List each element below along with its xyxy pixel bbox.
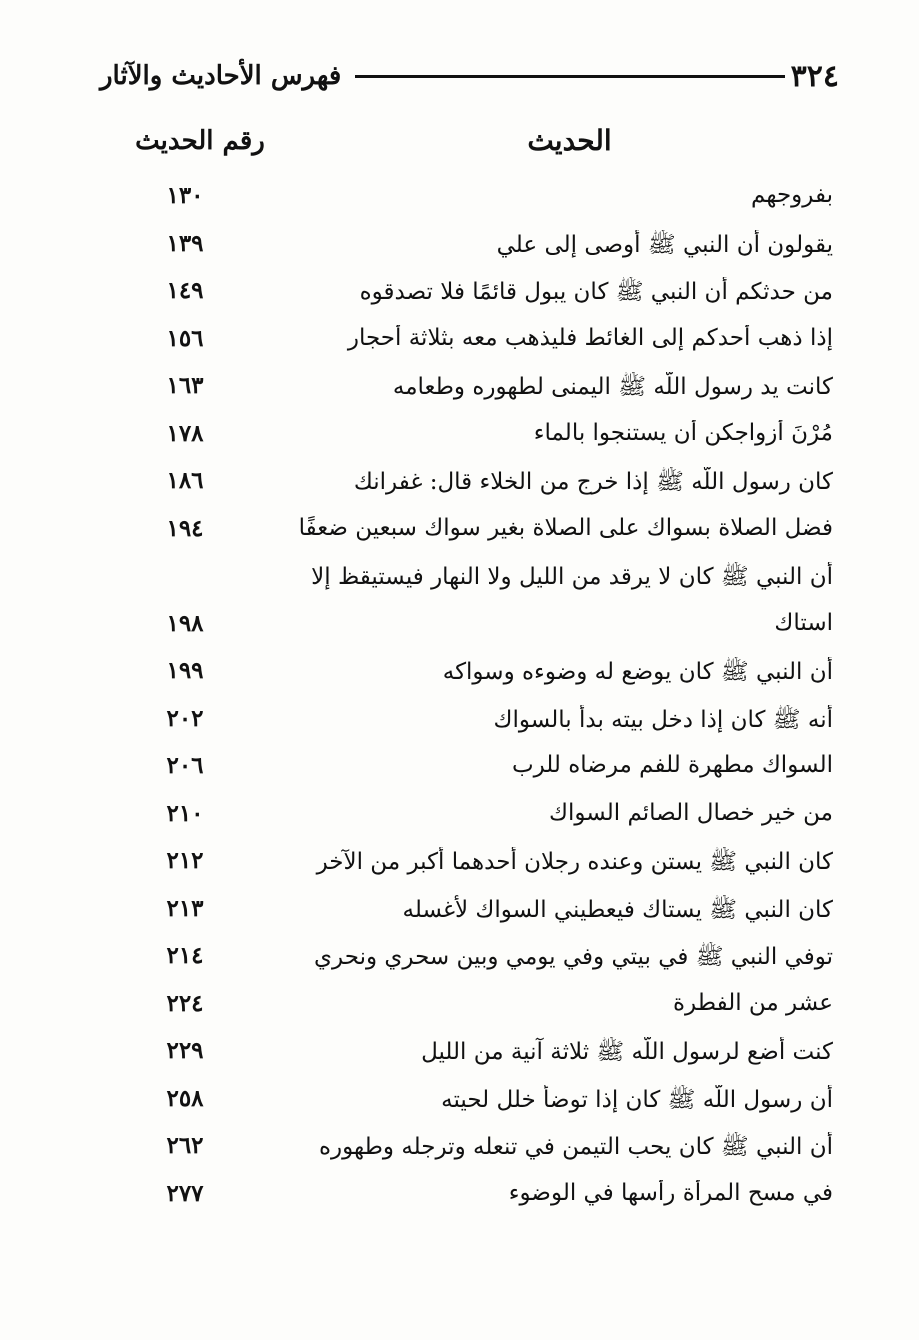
hadith-number: ١٨٦ — [166, 467, 204, 494]
hadith-text: أنه ﷺ كان إذا دخل بيته بدأ بالسواك — [493, 706, 833, 733]
hadith-number: ١٩٨ — [166, 609, 204, 637]
page-number: ٣٢٤ — [790, 58, 839, 94]
hadith-number: ٢١٢ — [166, 847, 204, 874]
hadith-text: أن النبي ﷺ كان يحب التيمن في تنعله وترجله وطهوره — [318, 1134, 833, 1160]
hadith-number: ١٥٦ — [166, 324, 204, 352]
hadith-text: من خير خصال الصائم السواك — [548, 799, 833, 826]
hadith-number: ٢٠٦ — [166, 752, 204, 779]
list-item — [100, 889, 839, 937]
list-item — [100, 651, 839, 699]
list-item — [100, 224, 839, 272]
hadith-number: ١٣٩ — [166, 229, 204, 257]
hadith-text: كنت أضع لرسول اللّه ﷺ ثلاثة آنية من الليل — [421, 1039, 833, 1065]
hadith-text: كان النبي ﷺ يستاك فيعطيني السواك لأغسله — [402, 896, 833, 923]
hadith-text: أن النبي ﷺ كان لا يرقد من الليل ولا النهار فيستيقظ إلا — [311, 564, 833, 590]
list-item — [100, 556, 839, 604]
hadith-text: أن رسول اللّه ﷺ كان إذا توضأ خلل لحيته — [441, 1086, 833, 1113]
list-item — [100, 746, 839, 794]
list-item — [100, 936, 839, 984]
hadith-text: استاك — [774, 609, 833, 636]
hadith-number: ٢٢٩ — [166, 1037, 204, 1064]
list-item — [100, 841, 839, 889]
page-header — [100, 52, 839, 100]
list-item — [100, 1174, 839, 1222]
hadith-text: إذا ذهب أحدكم إلى الغائط فليذهب معه بثلاثة أحجار — [347, 324, 833, 351]
header-rule — [355, 75, 784, 78]
hadith-text: عشر من الفطرة — [672, 989, 833, 1016]
hadith-text: كانت يد رسول اللّه ﷺ اليمنى لطهوره وطعامه — [392, 374, 833, 400]
hadith-text: كان رسول اللّه ﷺ إذا خرج من الخلاء قال: غفرانك — [353, 469, 833, 495]
list-item — [100, 414, 839, 462]
hadith-text: من حدثكم أن النبي ﷺ كان يبول قائمًا فلا تصدقوه — [359, 279, 833, 305]
list-item — [100, 461, 839, 509]
hadith-number: ٢٥٨ — [166, 1084, 204, 1112]
list-item — [100, 271, 839, 319]
list-item — [100, 984, 839, 1032]
list-item — [100, 794, 839, 842]
hadith-number: ١٩٤ — [166, 514, 204, 542]
hadith-text: فضل الصلاة بسواك على الصلاة بغير سواك سبعين ضعفًا — [298, 514, 833, 541]
hadith-text: يقولون أن النبي ﷺ أوصى إلى علي — [496, 231, 833, 258]
column-headers — [100, 118, 839, 168]
hadith-text: كان النبي ﷺ يستن وعنده رجلان أحدهما أكبر من الآخر — [316, 849, 833, 875]
hadith-number: ٢٧٧ — [166, 1179, 204, 1207]
list-item — [100, 366, 839, 414]
hadith-number: ٢٠٢ — [166, 704, 204, 732]
hadith-text: في مسح المرأة رأسها في الوضوء — [508, 1179, 833, 1206]
hadith-text: أن النبي ﷺ كان يوضع له وضوءه وسواكه — [442, 659, 833, 685]
list-item — [100, 604, 839, 652]
hadith-text: بفروجهم — [751, 182, 833, 208]
hadith-number: ١٧٨ — [166, 419, 204, 447]
hadith-number: ١٣٠ — [166, 182, 204, 209]
hadith-number: ٢٦٢ — [166, 1132, 204, 1159]
hadith-number: ٢١٣ — [166, 894, 204, 922]
list-item — [100, 1079, 839, 1127]
hadith-number: ٢٢٤ — [166, 989, 204, 1017]
hadith-number: ٢١٠ — [166, 799, 204, 827]
hadith-number: ١٩٩ — [166, 657, 204, 684]
list-item — [100, 1126, 839, 1174]
list-item — [100, 509, 839, 557]
list-item — [100, 176, 839, 224]
list-item — [100, 1031, 839, 1079]
column-header-hadith: الحديث — [527, 124, 612, 157]
hadith-index-list — [100, 176, 839, 1221]
list-item — [100, 699, 839, 747]
running-title: فهرس الأحاديث والآثار — [100, 61, 342, 91]
hadith-text: مُرْنَ أزواجكن أن يستنجوا بالماء — [533, 419, 833, 446]
column-header-number: رقم الحديث — [135, 126, 265, 156]
list-item — [100, 319, 839, 367]
hadith-text: توفي النبي ﷺ في بيتي وفي يومي وبين سحري ونحري — [314, 944, 833, 970]
hadith-number: ٢١٤ — [166, 942, 204, 969]
hadith-number: ١٦٣ — [166, 372, 204, 399]
hadith-number: ١٤٩ — [166, 277, 204, 304]
hadith-text: السواك مطهرة للفم مرضاه للرب — [511, 752, 833, 778]
